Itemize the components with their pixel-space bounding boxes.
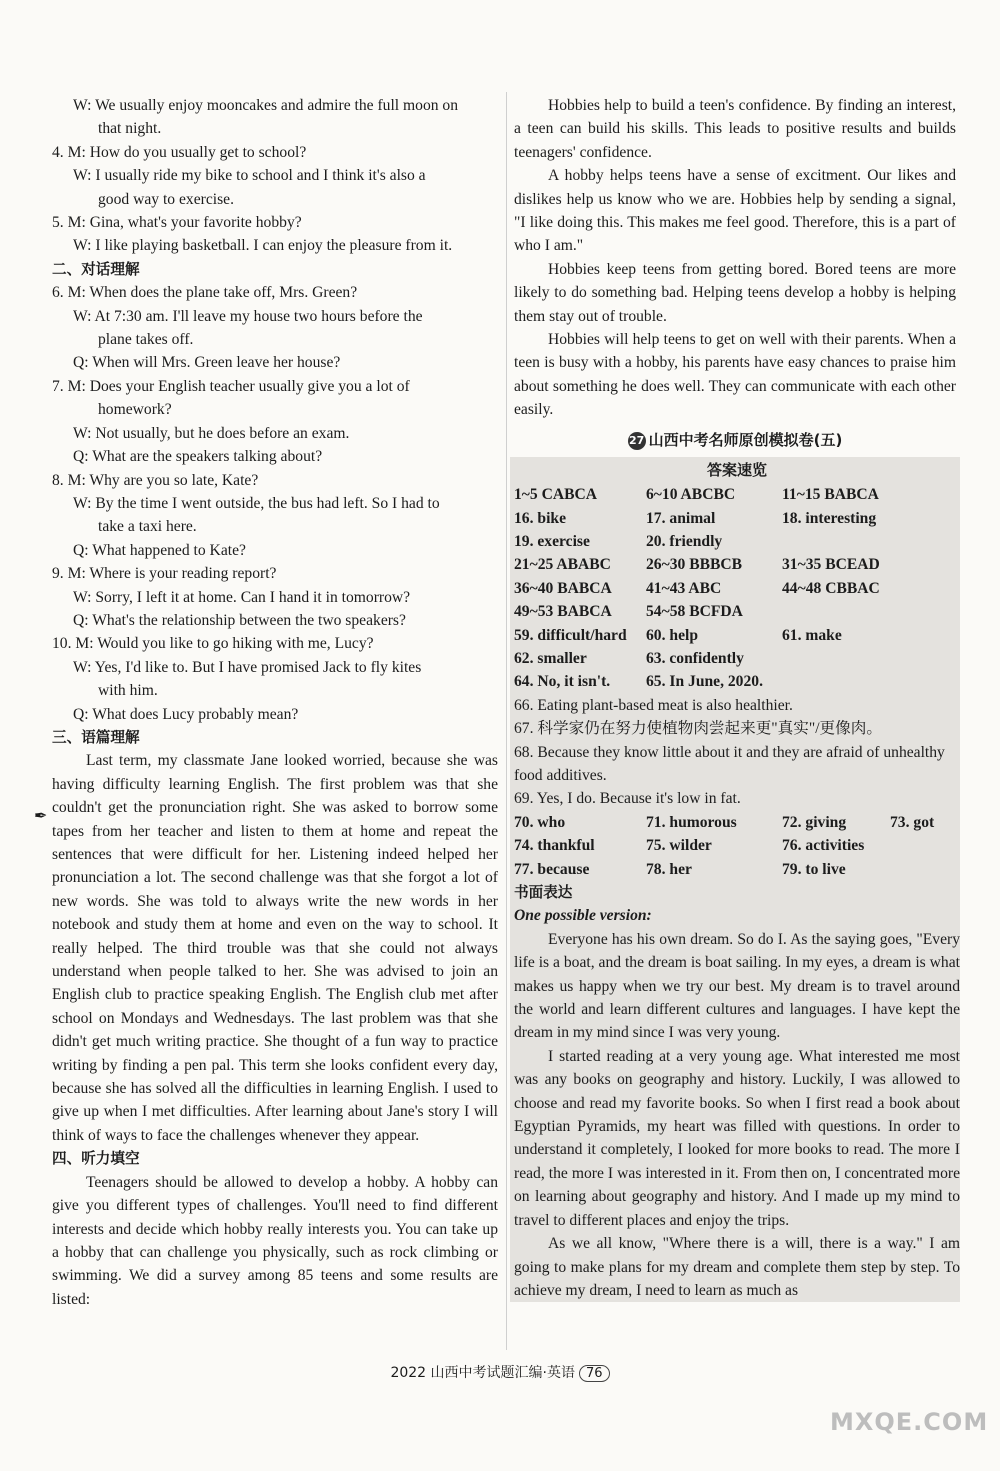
page-number: 76: [579, 1365, 610, 1382]
dialog-line: 6. M: When does the plane take off, Mrs. Green?: [52, 284, 358, 302]
answer-item: 63. confidently: [646, 649, 744, 667]
dialog-block-2: [52, 281, 498, 726]
exam-number-badge: 27: [628, 432, 646, 450]
dialog-line: W: I usually ride my bike to school and I think it's also a: [73, 167, 426, 185]
exam-title: [514, 429, 956, 452]
answer-item: [782, 670, 890, 693]
dialog-line: 4. M: How do you usually get to school?: [52, 143, 307, 161]
exam-title-text: 山西中考名师原创模拟卷(五): [648, 430, 843, 449]
answer-item: 74. thankful: [514, 837, 595, 855]
right-column: [514, 94, 960, 1302]
answer-item: [890, 530, 950, 553]
answer-item: 1~5 CABCA: [514, 486, 598, 504]
answer-box-title: 答案速览: [706, 461, 767, 480]
dialog-line: W: At 7:30 am. I'll leave my house two hours before the: [73, 307, 423, 325]
dialog-block-1: [52, 94, 498, 258]
dialog-line: 8. M: Why are you so late, Kate?: [52, 471, 259, 489]
answer-item: 19. exercise: [514, 532, 590, 550]
hobby-paragraph: Hobbies keep teens from getting bored. Bored teens are more likely to do something bad. Helping teens develop a hobby is helping them stay out of trouble.: [514, 260, 956, 325]
answer-item: [890, 647, 950, 670]
answer-item: [890, 507, 950, 530]
hobby-paragraph: Hobbies will help teens to get on well with their parents. When a teen is busy with a hobby, his parents have easy chances to praise him about something he does well. They can communicate with each other easily.: [514, 331, 956, 419]
dialog-line: 5. M: Gina, what's your favorite hobby?: [52, 214, 302, 232]
answer-item: 54~58 BCFDA: [646, 603, 743, 621]
answer-item: 70. who: [514, 813, 566, 831]
answer-item: [890, 483, 950, 506]
answer-item: 61. make: [782, 626, 842, 644]
essay-paragraph: Everyone has his own dream. So do I. As the saying goes, "Every life is a boat, and the dream is boat sailing. In my eyes, a dream is what makes us happy when we try our best. My dream is to travel around the world and learn different cultures and languages. I have kept the dream in my mind since I was very young.: [514, 930, 960, 1042]
watermark: MXQE.COM: [830, 1408, 989, 1436]
answer-item: 76. activities: [782, 837, 865, 855]
answer-item: [890, 858, 950, 881]
dialog-line: 10. M: Would you like to go hiking with me, Lucy?: [52, 635, 374, 653]
hobby-paragraph: Hobbies help to build a teen's confidence. By finding an interest, a teen can build his skills. This leads to positive results and builds teenagers' confidence.: [514, 97, 956, 161]
section-heading-listening: 四、听力填空: [52, 1150, 140, 1168]
answer-item: 60. help: [646, 626, 698, 644]
answer-line: 67. 科学家仍在努力使植物肉尝起来更"真实"/更像肉。: [514, 720, 882, 738]
answer-item: 62. smaller: [514, 649, 587, 667]
answer-item: 49~53 BABCA: [514, 603, 612, 621]
answer-item: 18. interesting: [782, 509, 877, 527]
hobby-paragraphs: [514, 94, 956, 422]
sample-label: One possible version:: [514, 907, 652, 925]
hobby-paragraph: A hobby helps teens have a sense of excitment. Our likes and dislikes help us know who we are. Hobbies help by sending a signal, "I like doing this. This makes me feel good. Therefore, this is a part of who I am.": [514, 167, 956, 255]
answer-item: 73. got: [890, 813, 935, 831]
answer-item: [890, 624, 950, 647]
dialog-line: Q: What's the relationship between the two speakers?: [73, 611, 406, 629]
essay-paragraph: I started reading at a very young age. What interested me most was any books on geography and history. Luckily, I was allowed to choose and read my favorite books. So when I first read a book about Egyptian Pyramids, my heart was filled with questions. In order to understand it completely, I looked for more books to read. The more I read, the more I was interested in it. From then on, I concentrated more on learning about geography and history. And I made up my mind to travel to different places and enjoy the trips.: [514, 1047, 960, 1229]
answer-line: 68. Because they know little about it and they are afraid of unhealthy food additives.: [514, 743, 945, 784]
answer-lines: [514, 694, 960, 811]
answer-item: 31~35 BCEAD: [782, 556, 880, 574]
answer-item: [890, 600, 950, 623]
left-column: [52, 94, 498, 1311]
answer-item: 71. humorous: [646, 813, 737, 831]
listening-text: Teenagers should be allowed to develop a hobby. A hobby can give you different types of challenges. You'll need to find different interests and decide which hobby really interests you. You can take up a hobby that can challenge you physically, such as rock climbing or swimming. We did a survey among 85 teens and some results are listed:: [52, 1173, 498, 1308]
answer-item: 41~43 ABC: [646, 579, 722, 597]
answer-item: [890, 834, 950, 857]
essay-paragraph: As we all know, "Where there is a will, there is a way." I am going to make plans for my dream and complete them step by step. To achieve my dream, I need to learn as much as: [514, 1235, 960, 1299]
dialog-line: W: Not usually, but he does before an exam.: [73, 424, 350, 442]
answer-item: 44~48 CBBAC: [782, 579, 880, 597]
answer-line: 66. Eating plant-based meat is also healthier.: [514, 696, 793, 714]
answer-item: 72. giving: [782, 813, 847, 831]
dialog-line: W: I like playing basketball. I can enjoy the pleasure from it.: [73, 237, 453, 255]
dialog-line: Q: What happened to Kate?: [73, 541, 246, 559]
section-heading-passage: 三、语篇理解: [52, 728, 140, 746]
essay: [514, 928, 960, 1303]
answer-grid-2: [514, 811, 960, 881]
answer-item: 59. difficult/hard: [514, 626, 627, 644]
dialog-line: Q: When will Mrs. Green leave her house?: [73, 354, 341, 372]
section-heading-dialog: 二、对话理解: [52, 260, 140, 278]
dialog-line: W: Yes, I'd like to. But I have promised Jack to fly kites: [73, 658, 422, 676]
answer-item: 75. wilder: [646, 837, 712, 855]
answer-item: 16. bike: [514, 509, 566, 527]
dialog-line: plane takes off.: [98, 331, 194, 349]
margin-mark: ✒: [34, 808, 48, 825]
answer-item: [782, 600, 890, 623]
dialog-line: good way to exercise.: [98, 190, 234, 208]
answer-item: [890, 577, 950, 600]
answer-item: 17. animal: [646, 509, 716, 527]
answer-item: 79. to live: [782, 860, 846, 878]
writing-heading: 书面表达: [514, 884, 573, 901]
answer-item: 65. In June, 2020.: [646, 673, 763, 691]
answer-box: [510, 457, 960, 1302]
answer-item: 20. friendly: [646, 532, 723, 550]
dialog-line: Q: What are the speakers talking about?: [73, 448, 323, 466]
dialog-line: 9. M: Where is your reading report?: [52, 565, 277, 583]
answer-item: 6~10 ABCBC: [646, 486, 736, 504]
dialog-line: W: By the time I went outside, the bus had left. So I had to: [73, 494, 440, 512]
dialog-line: that night.: [98, 120, 162, 138]
dialog-line: take a taxi here.: [98, 518, 197, 536]
answer-item: [890, 670, 950, 693]
dialog-line: Q: What does Lucy probably mean?: [73, 705, 299, 723]
footer-text: 2022 山西中考试题汇编·英语: [390, 1365, 575, 1381]
dialog-line: W: Sorry, I left it at home. Can I hand it in tomorrow?: [73, 588, 411, 606]
dialog-line: 7. M: Does your English teacher usually give you a lot of: [52, 377, 410, 395]
answer-item: 36~40 BABCA: [514, 579, 612, 597]
passage-text: Last term, my classmate Jane looked worried, because she was having difficulty learning English. The first problem was that she couldn't get the pronunciation right. She was asked to borrow some tapes from her teacher and listen to them at home and repeat the sentences that were difficult for her. Listening indeed helped her pronunciation a lot. The second challenge was that she forgot a lot of new words. She was told to always write the new words in her notebook and study them at home and even on the way to school. It really helped. The third trouble was that she could not always understand when people talked to her. She was advised to join an English club to practice speaking English. The English club met after school on Mondays and Wednesdays. The last problem was that she didn't get much writing practice. She thought of a fun way to practice writing by finding a pen pal. This term she looks confident every day, because she has solved all the difficulties in learning English. I used to give up when I met difficulties. After learning about Jane's story I will think of ways to face the challenges whenever they appear.: [52, 752, 498, 1144]
answer-item: [782, 647, 890, 670]
dialog-line: W: We usually enjoy mooncakes and admire the full moon on: [73, 97, 459, 114]
dialog-line: homework?: [98, 401, 172, 419]
answer-item: 64. No, it isn't.: [514, 673, 611, 691]
answer-item: 26~30 BBBCB: [646, 556, 743, 574]
answer-item: [782, 530, 890, 553]
answer-line: 69. Yes, I do. Because it's low in fat.: [514, 790, 741, 808]
answer-item: 78. her: [646, 860, 692, 878]
answer-item: 77. because: [514, 860, 590, 878]
column-separator: [506, 92, 507, 1350]
answer-grid: [514, 483, 960, 694]
dialog-line: with him.: [98, 682, 158, 700]
page-footer: [0, 1362, 1000, 1382]
answer-item: 11~15 BABCA: [782, 486, 879, 504]
answer-item: [890, 553, 950, 576]
answer-item: 21~25 ABABC: [514, 556, 611, 574]
